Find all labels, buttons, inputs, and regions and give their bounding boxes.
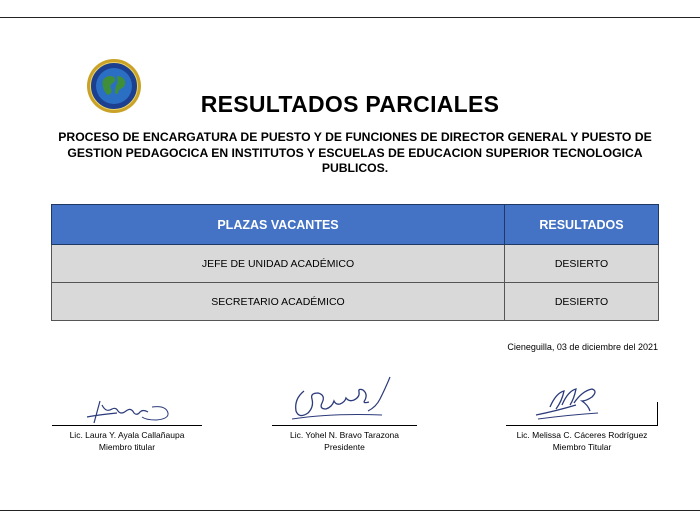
- header-plazas-vacantes: PLAZAS VACANTES: [52, 205, 505, 245]
- cell-resultado: DESIERTO: [505, 283, 659, 321]
- bottom-rule: [0, 510, 700, 511]
- page-title: RESULTADOS PARCIALES: [200, 91, 500, 117]
- date-line: Cieneguilla, 03 de diciembre del 2021: [507, 342, 658, 352]
- signatory-block: [506, 425, 658, 453]
- signatory-name: Lic. Melissa C. Cáceres Rodríguez: [516, 430, 648, 440]
- globe-emblem-icon: [86, 58, 142, 114]
- signatory-role: Miembro Titular: [552, 441, 612, 452]
- table-header-row: [52, 205, 659, 245]
- signatory-role: Miembro titular: [98, 441, 156, 452]
- top-rule: [0, 17, 700, 18]
- cell-plaza: JEFE DE UNIDAD ACADÉMICO: [52, 245, 505, 283]
- cell-resultado: DESIERTO: [505, 245, 659, 283]
- signature-line: [506, 425, 658, 426]
- signature-border-tick: [657, 402, 658, 426]
- signatory-block: [52, 425, 202, 453]
- signatory-name: Lic. Laura Y. Ayala Callañaupa: [69, 430, 185, 440]
- cell-plaza: SECRETARIO ACADÉMICO: [52, 283, 505, 321]
- handwritten-signature: [282, 373, 407, 425]
- table-row: [52, 283, 659, 321]
- page-subtitle: PROCESO DE ENCARGATURA DE PUESTO Y DE FUNCIONES DE DIRECTOR GENERAL Y PUESTO DE GESTION PEDAGOCICA EN INSTITUTOS Y ESCUELAS DE EDUCACION SUPERIOR TECNOLOGICA PUBLICOS.: [58, 130, 652, 175]
- handwritten-signature: [82, 395, 182, 427]
- signatory-block: [272, 425, 417, 453]
- results-table: [51, 204, 659, 321]
- handwritten-signature: [532, 383, 612, 423]
- signature-line: [272, 425, 417, 426]
- header-resultados: RESULTADOS: [505, 205, 659, 245]
- signatory-role: Presidente: [324, 441, 365, 452]
- table-row: [52, 245, 659, 283]
- signatory-name: Lic. Yohel N. Bravo Tarazona: [290, 430, 399, 440]
